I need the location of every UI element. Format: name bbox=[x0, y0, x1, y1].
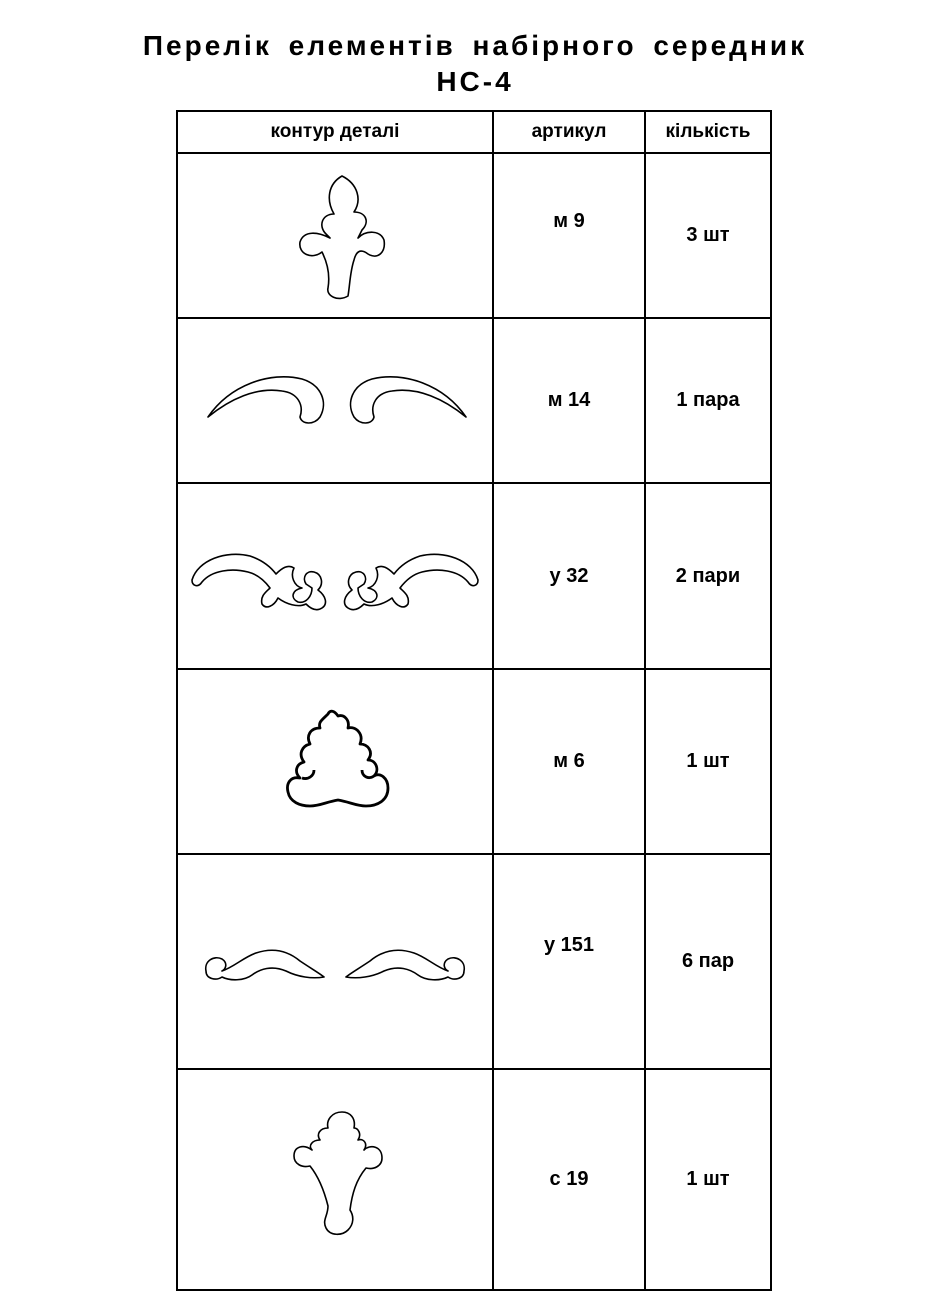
qty-cell: 1 шт bbox=[645, 1069, 771, 1290]
code-cell: м 6 bbox=[493, 669, 645, 854]
curved-arch-pair-icon bbox=[178, 321, 492, 481]
table-row bbox=[177, 153, 771, 318]
table-row bbox=[177, 318, 771, 483]
contour-cell bbox=[177, 854, 493, 1069]
contour-cell bbox=[177, 1069, 493, 1290]
fleur-de-lis-icon bbox=[178, 156, 492, 316]
code-cell: м 14 bbox=[493, 318, 645, 483]
code-cell: с 19 bbox=[493, 1069, 645, 1290]
acanthus-leaf-icon bbox=[178, 672, 492, 852]
table-row bbox=[177, 483, 771, 669]
qty-cell: 1 шт bbox=[645, 669, 771, 854]
parts-table bbox=[176, 110, 772, 1291]
ornament-finial-icon bbox=[178, 1072, 492, 1288]
code-cell: м 9 bbox=[493, 153, 645, 318]
contour-cell bbox=[177, 669, 493, 854]
acanthus-scroll-pair-icon bbox=[178, 486, 492, 666]
header-contour: контур деталі bbox=[177, 111, 493, 153]
code-cell: у 32 bbox=[493, 483, 645, 669]
leaf-scroll-pair-icon bbox=[178, 857, 492, 1067]
code-cell: у 151 bbox=[493, 854, 645, 1069]
qty-cell: 3 шт bbox=[645, 153, 771, 318]
qty-cell: 1 пара bbox=[645, 318, 771, 483]
contour-cell bbox=[177, 153, 493, 318]
table-row bbox=[177, 669, 771, 854]
qty-cell: 6 пар bbox=[645, 854, 771, 1069]
document-subtitle: НС-4 bbox=[436, 66, 514, 97]
table-row bbox=[177, 1069, 771, 1290]
header-code: артикул bbox=[493, 111, 645, 153]
qty-cell: 2 пари bbox=[645, 483, 771, 669]
table-header-row bbox=[177, 111, 771, 153]
table-row bbox=[177, 854, 771, 1069]
contour-cell bbox=[177, 483, 493, 669]
header-qty: кількість bbox=[645, 111, 771, 153]
contour-cell bbox=[177, 318, 493, 483]
document-title: Перелік елементів набірного середник bbox=[142, 30, 808, 61]
